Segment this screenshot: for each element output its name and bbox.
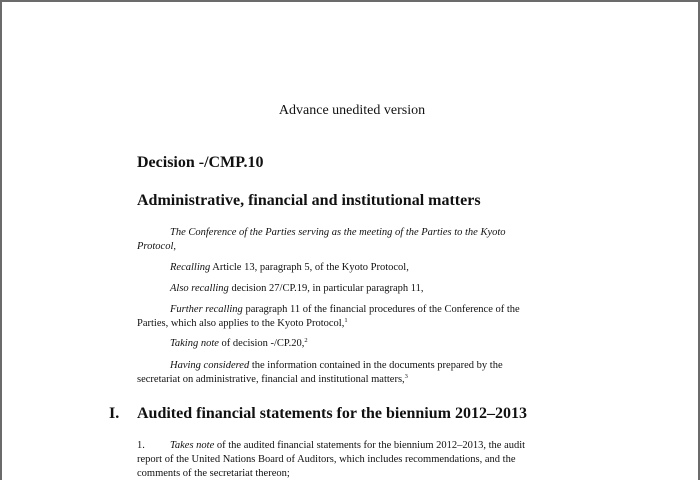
preamble-6-italic: Having considered (170, 360, 250, 371)
preamble-6-text: the information contained in the documents prepared by the (249, 360, 503, 371)
preamble-2-text: Article 13, paragraph 5, of the Kyoto Protocol, (210, 262, 409, 273)
operative-paragraph-1 (137, 439, 577, 480)
preamble-6-cont: secretariat on administrative, financial and institutional matters, (137, 374, 405, 385)
footnote-ref-1[interactable]: 1 (344, 317, 348, 324)
document-title: Administrative, financial and institutional matters (137, 192, 481, 209)
decision-title: Decision -/CMP.10 (137, 154, 264, 171)
item-line-3: comments of the secretariat thereon; (137, 468, 290, 479)
section-title: Audited financial statements for the biennium 2012–2013 (137, 405, 527, 422)
preamble-paragraph-1 (137, 226, 577, 254)
preamble-4-text: paragraph 11 of the financial procedures of the Conference of the (242, 304, 520, 315)
section-number: I. (109, 405, 120, 422)
item-number: 1. (137, 440, 145, 451)
preamble-5-text: of decision -/CP.20, (218, 338, 305, 349)
preamble-3-italic: Also recalling (170, 283, 229, 294)
footnote-ref-2[interactable]: 2 (304, 337, 308, 344)
item-line-2: report of the United Nations Board of Auditors, which includes recommendations, and the (137, 454, 516, 465)
item-line-1: of the audited financial statements for the biennium 2012–2013, the audit (214, 440, 526, 451)
preamble-2-italic: Recalling (170, 262, 211, 273)
section-heading (109, 405, 527, 423)
preamble-paragraph-6 (137, 359, 577, 387)
preamble-paragraph-2 (137, 261, 577, 275)
preamble-paragraph-3 (137, 282, 577, 296)
preamble-4-italic: Further recalling (170, 304, 243, 315)
preamble-paragraph-4 (137, 303, 577, 331)
preamble-1-italic-cont: Protocol (137, 241, 174, 252)
preamble-5-italic: Taking note (170, 338, 219, 349)
preamble-3-text: decision 27/CP.19, in particular paragraph 11, (228, 283, 424, 294)
preamble-paragraph-5 (137, 337, 577, 351)
footnote-ref-3[interactable]: 3 (404, 373, 408, 380)
item-italic: Takes note (170, 440, 215, 451)
preamble-1-italic: The Conference of the Parties serving as the meeting of the Parties to the Kyoto (170, 227, 506, 238)
version-header: Advance unedited version (278, 103, 426, 118)
preamble-1-tail: , (173, 241, 176, 252)
document-page (2, 2, 698, 480)
preamble-4-cont: Parties, which also applies to the Kyoto Protocol, (137, 318, 345, 329)
